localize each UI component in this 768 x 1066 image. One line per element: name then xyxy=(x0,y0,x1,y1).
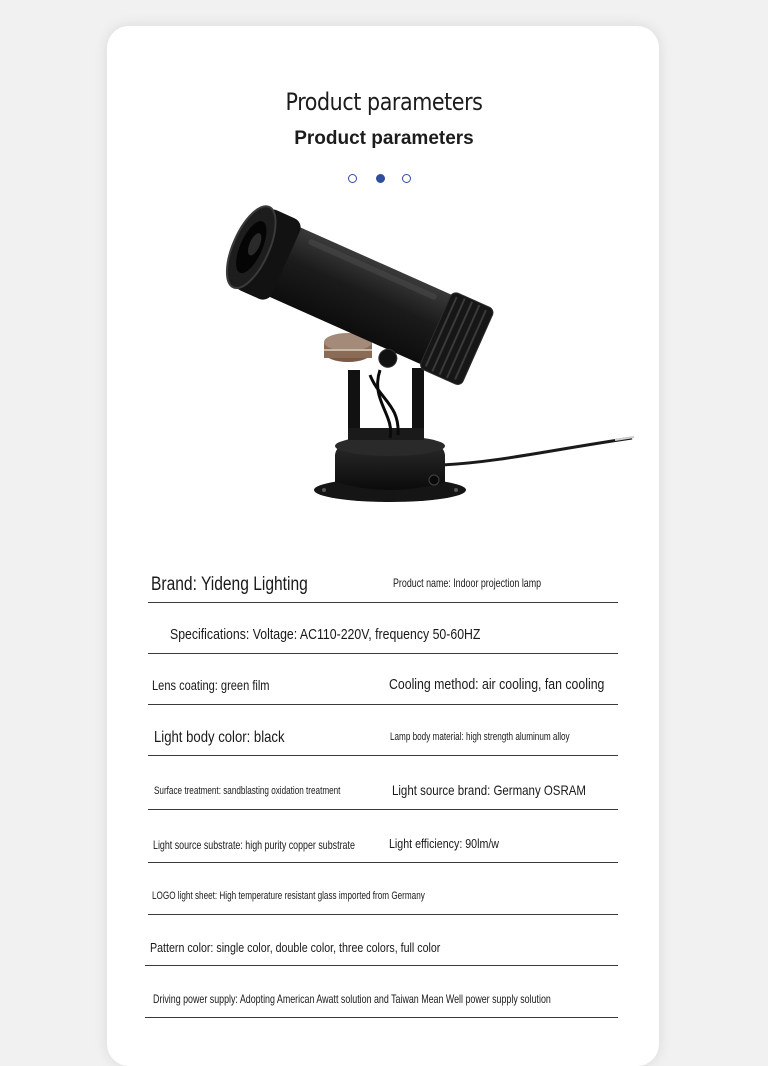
spec-specifications: Specifications: Voltage: AC110-220V, frequency 50-60HZ xyxy=(170,626,481,643)
spec-cooling-method: Cooling method: air cooling, fan cooling xyxy=(389,676,605,693)
row-divider xyxy=(148,809,618,810)
gobo-projector-lamp-image xyxy=(220,200,640,510)
row-divider xyxy=(148,862,618,863)
spec-brand: Brand: Yideng Lighting xyxy=(151,574,308,595)
spec-pattern-color: Pattern color: single color, double color, three colors, full color xyxy=(150,940,441,955)
carousel-dot-3[interactable] xyxy=(402,174,411,183)
row-divider xyxy=(148,704,618,705)
spec-body-material: Lamp body material: high strength aluminum alloy xyxy=(390,731,570,743)
row-divider xyxy=(145,965,618,966)
row-divider xyxy=(148,755,618,756)
spec-logo-sheet: LOGO light sheet: High temperature resistant glass imported from Germany xyxy=(152,890,425,902)
page-title: Product parameters xyxy=(285,88,483,116)
spec-light-source-brand: Light source brand: Germany OSRAM xyxy=(392,782,586,798)
row-divider xyxy=(145,1017,618,1018)
spec-product-name: Product name: Indoor projection lamp xyxy=(393,576,542,590)
page-subtitle: Product parameters xyxy=(294,128,474,149)
spec-lens-coating: Lens coating: green film xyxy=(152,678,270,693)
spec-surface-treatment: Surface treatment: sandblasting oxidation treatment xyxy=(154,785,341,797)
spec-light-source-substrate: Light source substrate: high purity copper substrate xyxy=(153,838,355,852)
spec-body-color: Light body color: black xyxy=(154,729,285,746)
row-divider xyxy=(148,602,618,603)
row-divider xyxy=(148,653,618,654)
carousel-dot-1[interactable] xyxy=(348,174,357,183)
row-divider xyxy=(148,914,618,915)
carousel-dot-2[interactable] xyxy=(376,174,385,183)
spec-driving-power: Driving power supply: Adopting American Awatt solution and Taiwan Mean Well power supply solution xyxy=(153,992,551,1006)
spec-light-efficiency: Light efficiency: 90lm/w xyxy=(389,836,500,851)
